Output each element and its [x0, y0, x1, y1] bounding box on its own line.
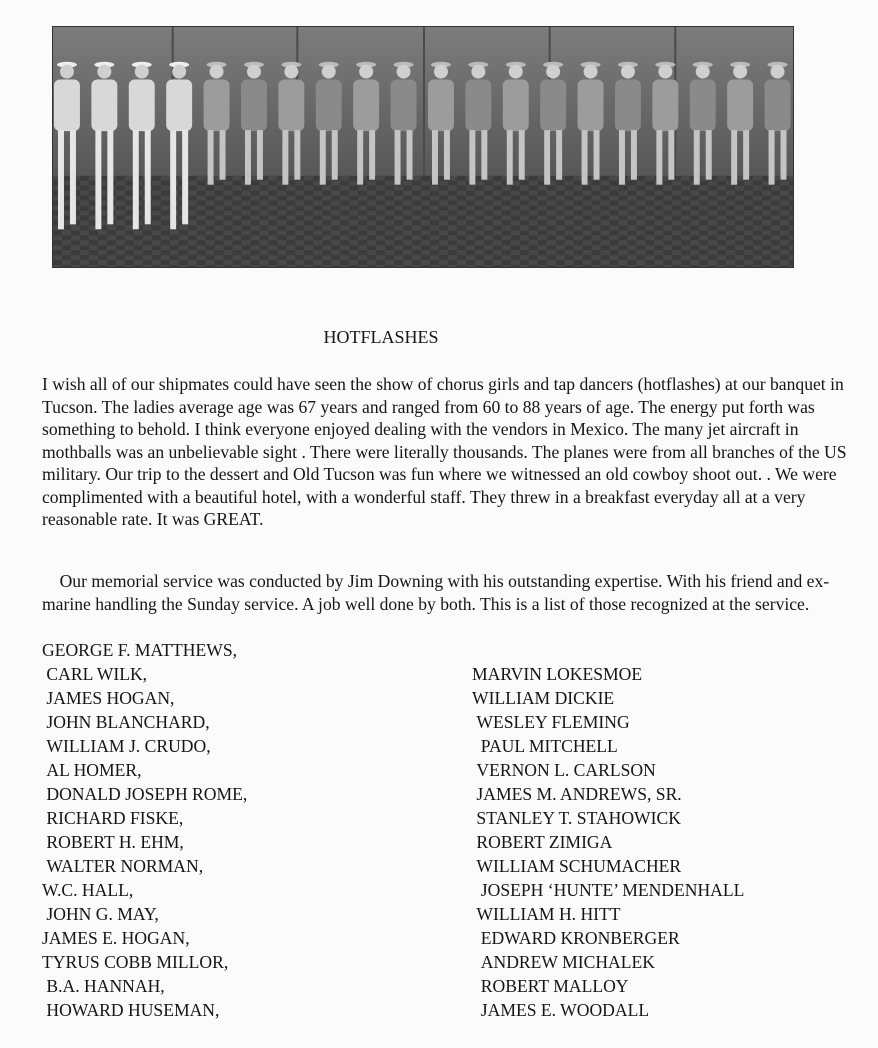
name-item: JAMES E. HOGAN, — [42, 928, 190, 948]
name-item: WILLIAM DICKIE — [472, 688, 615, 708]
name-item: JAMES HOGAN, — [42, 688, 175, 708]
name-item: JOHN BLANCHARD, — [42, 712, 210, 732]
name-item: ROBERT ZIMIGA — [472, 832, 613, 852]
name-item: WILLIAM H. HITT — [472, 904, 621, 924]
name-item: JAMES M. ANDREWS, SR. — [472, 784, 682, 804]
name-item: WILLIAM SCHUMACHER — [472, 856, 682, 876]
name-item: PAUL MITCHELL — [472, 736, 618, 756]
paragraph-memorial: Our memorial service was conducted by Jim Downing with his outstanding expertise. With his friend and ex-marine handling the Sunday service. A job well done by both. This is a list of those recognized at the service. — [42, 571, 830, 614]
name-item: JOHN G. MAY, — [42, 904, 159, 924]
name-item: WALTER NORMAN, — [42, 856, 204, 876]
name-item: MARVIN LOKESMOE — [472, 664, 643, 684]
dancers-photo-graphic — [53, 27, 793, 267]
name-item: ROBERT H. EHM, — [42, 832, 184, 852]
name-item: ANDREW MICHALEK — [472, 952, 655, 972]
name-item: HOWARD HUSEMAN, — [42, 1000, 220, 1020]
name-item: RICHARD FISKE, — [42, 808, 184, 828]
article-title: HOTFLASHES — [323, 327, 439, 347]
name-item: WILLIAM J. CRUDO, — [42, 736, 211, 756]
dancers-photo — [52, 26, 794, 268]
name-item: GEORGE F. MATTHEWS, — [42, 640, 238, 660]
name-item: WESLEY FLEMING — [472, 712, 630, 732]
name-item: JOSEPH ‘HUNTE’ MENDENHALL — [472, 880, 745, 900]
name-item: TYRUS COBB MILLOR, — [42, 952, 229, 972]
name-item: VERNON L. CARLSON — [472, 760, 656, 780]
paragraph-banquet: I wish all of our shipmates could have seen the show of chorus girls and tap dancers (hotflashes) at our banquet in Tucson. The ladies average age was 67 years and ranged from 60 to 88 years of age. The energy put forth was something to behold. I think everyone enjoyed dealing with the vendors in Mexico. The many jet aircraft in mothballs was an unbelievable sight . There were literally thousands. The planes were from all branches of the US military. Our trip to the dessert and Old Tucson was fun where we witnessed an old cowboy shoot out. . We were complimented with a beautiful hotel, with a wonderful staff. They threw in a breakfast everyday all at a very reasonable rate. It was GREAT. — [42, 374, 847, 529]
names-list-left — [42, 638, 247, 1022]
name-item: EDWARD KRONBERGER — [472, 928, 680, 948]
name-item: JAMES E. WOODALL — [472, 1000, 650, 1020]
names-list-right — [472, 662, 744, 1022]
name-item: DONALD JOSEPH ROME, — [42, 784, 248, 804]
name-item: STANLEY T. STAHOWICK — [472, 808, 681, 828]
name-item: W.C. HALL, — [42, 880, 134, 900]
name-item: ROBERT MALLOY — [472, 976, 629, 996]
name-item: AL HOMER, — [42, 760, 142, 780]
name-item: CARL WILK, — [42, 664, 148, 684]
name-item: B.A. HANNAH, — [42, 976, 165, 996]
